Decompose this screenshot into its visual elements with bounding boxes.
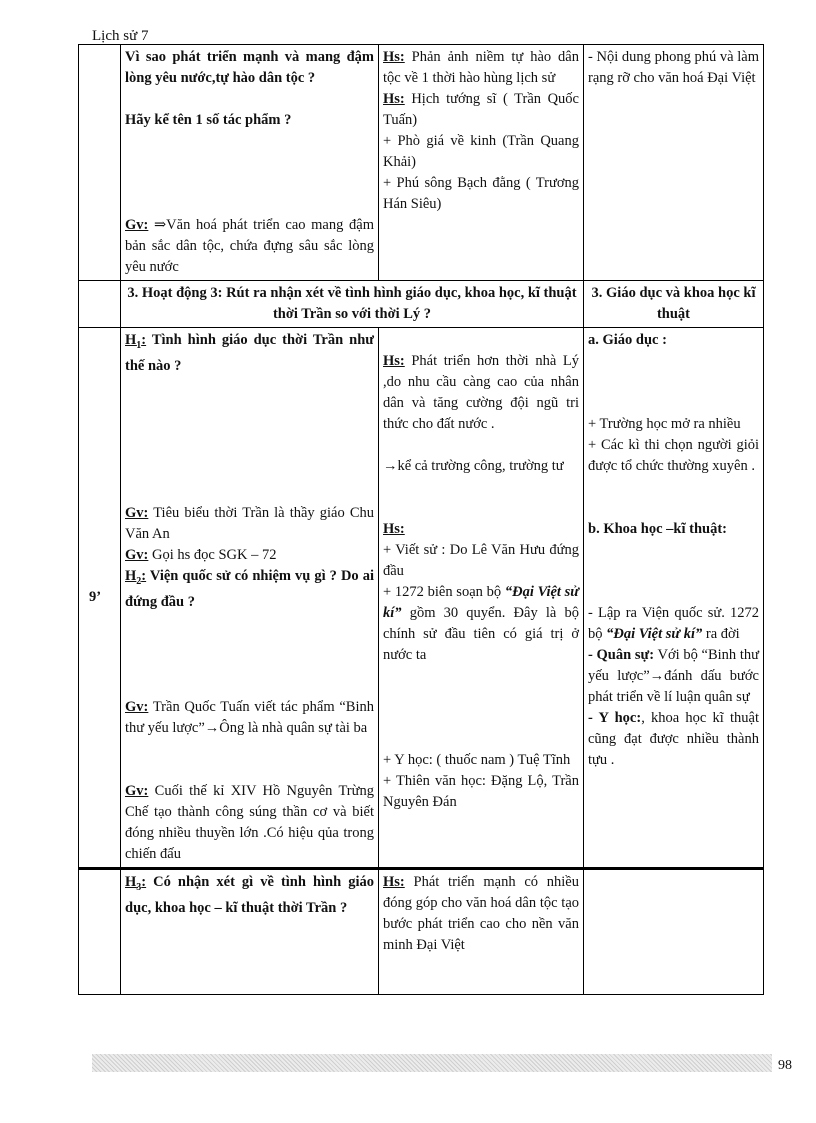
cell-paragraph (588, 708, 759, 771)
table-row (79, 45, 764, 281)
item-lead: - Y học: (588, 710, 642, 726)
spacer (588, 582, 759, 603)
cell-paragraph (383, 47, 579, 89)
cell-paragraph (125, 566, 374, 613)
time-cell: 9’ (79, 328, 121, 869)
footer-bar (92, 1054, 772, 1072)
cell-paragraph (588, 645, 759, 708)
spacer (588, 477, 759, 498)
cell-paragraph (125, 872, 374, 919)
cell-paragraph (125, 697, 374, 739)
speaker-label: Hs: (383, 873, 405, 890)
student-activity-cell (379, 328, 584, 869)
paragraph-text: Phản ảnh niềm tự hào dân tộc về 1 thời hào hùng lịch sử (383, 49, 579, 86)
speaker-label-index: 2 (136, 575, 142, 587)
paragraph-text: Gọi hs đọc SGK – 72 (148, 546, 277, 563)
spacer (383, 708, 579, 729)
italic-title: “Đại Việt sử kí” (606, 626, 703, 642)
paragraph-text: Phát triển mạnh có nhiều đóng góp cho văn hoá dân tộc tạo bước phát triển cao cho nền văn minh Đại Việt (383, 873, 579, 953)
table-row (79, 328, 764, 869)
cell-paragraph: + Viết sử : Do Lê Văn Hưu đứng đầu (383, 542, 579, 579)
lesson-table (78, 44, 764, 995)
spacer (383, 666, 579, 687)
time-cell (79, 45, 121, 281)
spacer (588, 351, 759, 372)
lesson-table-body (79, 45, 764, 995)
page-header-subject: Lịch sử 7 (92, 28, 149, 44)
spacer (125, 419, 374, 440)
spacer (125, 89, 374, 110)
speaker-label-index: 3 (136, 881, 142, 893)
speaker-label: Hs: (383, 521, 405, 537)
spacer (125, 194, 374, 215)
paragraph-text: Phát triển hơn thời nhà Lý ,do nhu cầu càng cao của nhân dân và tăng cường đội ngũ tri thức cho đất nước . (383, 353, 579, 432)
content-cell (584, 868, 764, 994)
teacher-activity-cell (121, 328, 379, 869)
cell-paragraph (125, 781, 374, 865)
paragraph-text: ⇒Văn hoá phát triển cao mang đậm bản sắc dân tộc, chứa đựng sâu sắc lòng yêu nước (125, 217, 374, 275)
cell-paragraph (383, 89, 579, 131)
spacer (588, 540, 759, 561)
paragraph-text: Cuối thế kỉ XIV Hồ Nguyên Trừng Chế tạo thành công súng thần cơ và biết đóng nhiều thuyền lớn .Có hiệu qủa trong chiến đấu (125, 782, 374, 862)
table-row (79, 868, 764, 994)
student-activity-cell (379, 868, 584, 994)
spacer (588, 561, 759, 582)
spacer (125, 676, 374, 697)
speaker-label: Gv: (125, 217, 149, 233)
paragraph-text: , khoa học kĩ thuật cũng đạt được nhiều thành tựu . (588, 710, 759, 768)
cell-paragraph: + Các kì thi chọn người giỏi được tổ chức thường xuyên . (588, 437, 759, 474)
cell-paragraph (383, 519, 579, 540)
paragraph-text: Trần Quốc Tuấn viết tác phẩm “Binh thư yếu lược”→Ông là nhà quân sự tài ba (125, 698, 374, 736)
paragraph-text: Với bộ “Binh thư yếu lược”→đánh dấu bước phát triển về lí luận quân sự (588, 647, 759, 705)
cell-paragraph: - Nội dung phong phú và làm rạng rỡ cho văn hoá Đại Việt (588, 49, 759, 86)
cell-paragraph: + Y học: ( thuốc nam ) Tuệ Tĩnh (383, 752, 571, 768)
speaker-label: Hs: (383, 91, 405, 107)
cell-paragraph (383, 872, 579, 956)
spacer (125, 440, 374, 461)
speaker-label: Hs: (383, 49, 405, 65)
spacer (383, 477, 579, 498)
content-cell (584, 45, 764, 281)
teacher-activity-cell (121, 45, 379, 281)
cell-paragraph: - Lập ra Viện quốc sử. 1272 bộ “Đại Việt sử kí” ra đời (588, 605, 759, 642)
content-heading: 3. Giáo dục và khoa học kĩ thuật (584, 281, 764, 328)
cell-paragraph: + Phò giá về kinh (Trần Quang Khải) (383, 133, 579, 170)
spacer (383, 729, 579, 750)
italic-title: “Đại Việt sử kí” (383, 584, 579, 621)
spacer (125, 131, 374, 152)
speaker-label: Gv: (125, 698, 149, 715)
time-cell (79, 868, 121, 994)
cell-paragraph (125, 545, 374, 566)
table-row (79, 281, 764, 328)
spacer (125, 739, 374, 760)
spacer (588, 498, 759, 519)
teacher-activity-cell (121, 868, 379, 994)
cell-paragraph: + Thiên văn học: Đặng Lộ, Trần Nguyên Đán (383, 773, 579, 810)
speaker-label: Hs: (383, 353, 405, 369)
content-cell (584, 328, 764, 869)
speaker-label: $H_2$: (125, 567, 147, 587)
cell-paragraph: Hãy kể tên 1 số tác phẩm ? (125, 112, 292, 128)
paragraph-text: Hịch tướng sĩ ( Trần Quốc Tuấn) (383, 91, 579, 128)
spacer (125, 760, 374, 781)
cell-paragraph: b. Khoa học –kĩ thuật: (588, 521, 727, 537)
spacer (125, 377, 374, 398)
cell-paragraph: + Trường học mở ra nhiều (588, 416, 741, 432)
activity-heading: 3. Hoạt động 3: Rút ra nhận xét về tình hình giáo dục, khoa học, kĩ thuật thời Trần so với thời Lý ? (121, 281, 584, 328)
spacer (125, 482, 374, 503)
spacer (125, 398, 374, 419)
lesson-table-wrapper (78, 44, 763, 1050)
cell-paragraph: →kể cả trường công, trường tư (383, 458, 564, 474)
speaker-label-index: 1 (136, 339, 142, 351)
cell-paragraph: + Phú sông Bạch đằng ( Trương Hán Siêu) (383, 175, 579, 212)
cell-paragraph: Vì sao phát triển mạnh và mang đậm lòng yêu nước,tự hào dân tộc ? (125, 49, 374, 86)
spacer (383, 435, 579, 456)
spacer (383, 498, 579, 519)
speaker-label: Gv: (125, 782, 149, 799)
cell-paragraph: a. Giáo dục : (588, 332, 667, 348)
paragraph-text: Tình hình giáo dục thời Trần như thế nào ? (125, 332, 374, 374)
spacer (125, 634, 374, 655)
spacer (588, 393, 759, 414)
cell-paragraph (125, 215, 374, 278)
cell-paragraph (125, 503, 374, 545)
page-number: 98 (778, 1058, 792, 1073)
speaker-label: Gv: (125, 546, 149, 563)
spacer (588, 372, 759, 393)
paragraph-text: Tiêu biểu thời Trần là thầy giáo Chu Văn An (125, 504, 374, 542)
spacer (125, 613, 374, 634)
student-activity-cell (379, 45, 584, 281)
speaker-label: Gv: (125, 504, 149, 521)
spacer (383, 687, 579, 708)
spacer (383, 330, 579, 351)
spacer (125, 173, 374, 194)
speaker-label: $H_1$: (125, 332, 147, 351)
spacer (125, 461, 374, 482)
spacer (125, 152, 374, 173)
cell-paragraph (125, 330, 374, 377)
spacer (125, 655, 374, 676)
paragraph-text: Viện quốc sử có nhiệm vụ gì ? Do ai đứng đầu ? (125, 567, 374, 610)
cell-paragraph: + 1272 biên soạn bộ “Đại Việt sử kí” gồm 30 quyển. Đây là bộ chính sử đầu tiên có giá trị ở nước ta (383, 584, 579, 663)
speaker-label: $H_3$: (125, 873, 147, 893)
item-lead: - Quân sự: (588, 647, 655, 663)
cell-paragraph (383, 351, 579, 435)
time-cell (79, 281, 121, 328)
paragraph-text: Có nhận xét gì về tình hình giáo dục, khoa học – kĩ thuật thời Trần ? (125, 873, 374, 916)
